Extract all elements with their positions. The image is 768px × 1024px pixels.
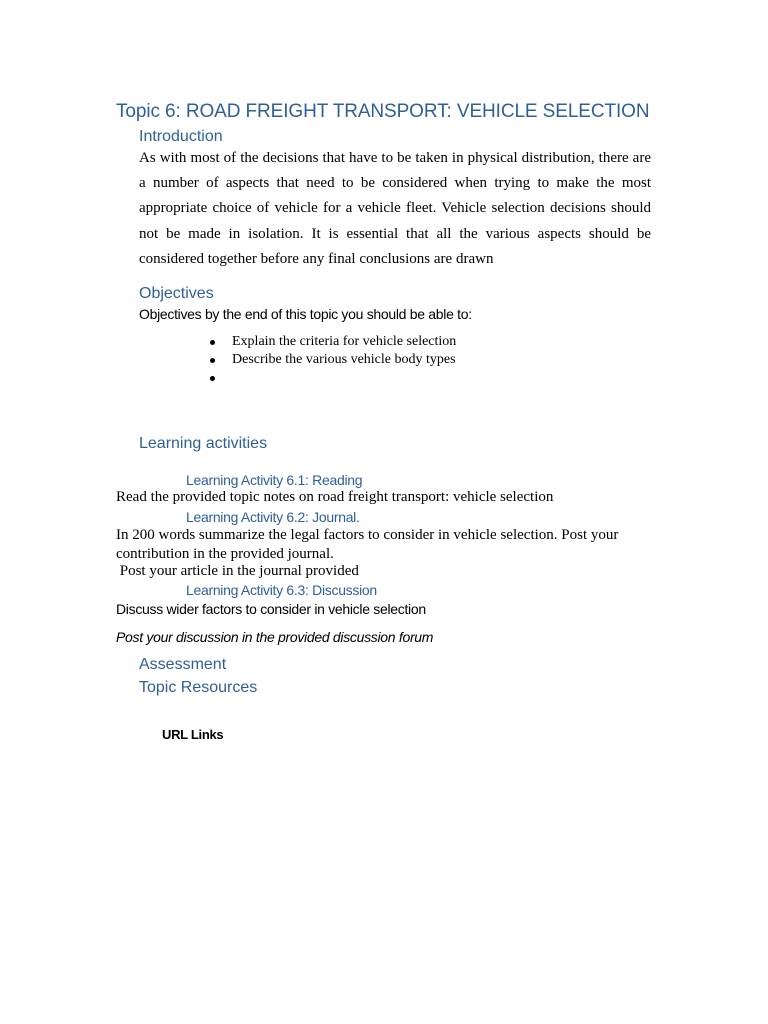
introduction-paragraph: As with most of the decisions that have to be taken in physical distribution, there are a number of aspects that need to be considered when trying to make the most appropriate choice of vehicle for a vehicle fleet. Vehicle selection decisions should not be made in isolation. It is essential that all the various aspects should be considered together before any final conclusions are drawn — [139, 150, 651, 267]
assessment-heading: Assessment — [139, 656, 227, 673]
bullet-icon — [210, 340, 215, 345]
topic-title: Topic 6: ROAD FREIGHT TRANSPORT: VEHICLE SELECTION — [116, 101, 650, 122]
objectives-heading: Objectives — [139, 285, 214, 302]
objective-item — [208, 351, 456, 369]
learning-activity-3-note: Post your discussion in the provided discussion forum — [116, 629, 434, 645]
bullet-icon — [210, 358, 215, 363]
url-links-label: URL Links — [162, 727, 224, 742]
learning-activity-3-title: Learning Activity 6.3: Discussion — [186, 582, 377, 598]
objectives-list — [208, 333, 456, 387]
objective-item — [208, 333, 456, 351]
learning-activity-2-body: In 200 words summarize the legal factors to consider in vehicle selection. Post your contribution in the provided journal. — [116, 527, 619, 562]
introduction-heading: Introduction — [139, 128, 223, 145]
objective-item — [208, 369, 456, 387]
learning-activity-2-post-note: Post your article in the journal provided — [116, 563, 359, 579]
objectives-lead-text: Objectives by the end of this topic you should be able to: — [139, 306, 472, 322]
bullet-icon — [210, 376, 215, 381]
learning-activity-3-body: Discuss wider factors to consider in vehicle selection — [116, 601, 426, 617]
learning-activities-heading: Learning activities — [139, 435, 268, 452]
learning-activity-2-title: Learning Activity 6.2: Journal. — [186, 509, 360, 525]
learning-activity-1-body: Read the provided topic notes on road freight transport: vehicle selection — [116, 489, 554, 505]
objective-item-text: Explain the criteria for vehicle selection — [232, 334, 457, 349]
objective-item-text: Describe the various vehicle body types — [232, 352, 456, 367]
learning-activity-1-title: Learning Activity 6.1: Reading — [186, 472, 363, 488]
topic-resources-heading: Topic Resources — [139, 679, 258, 696]
